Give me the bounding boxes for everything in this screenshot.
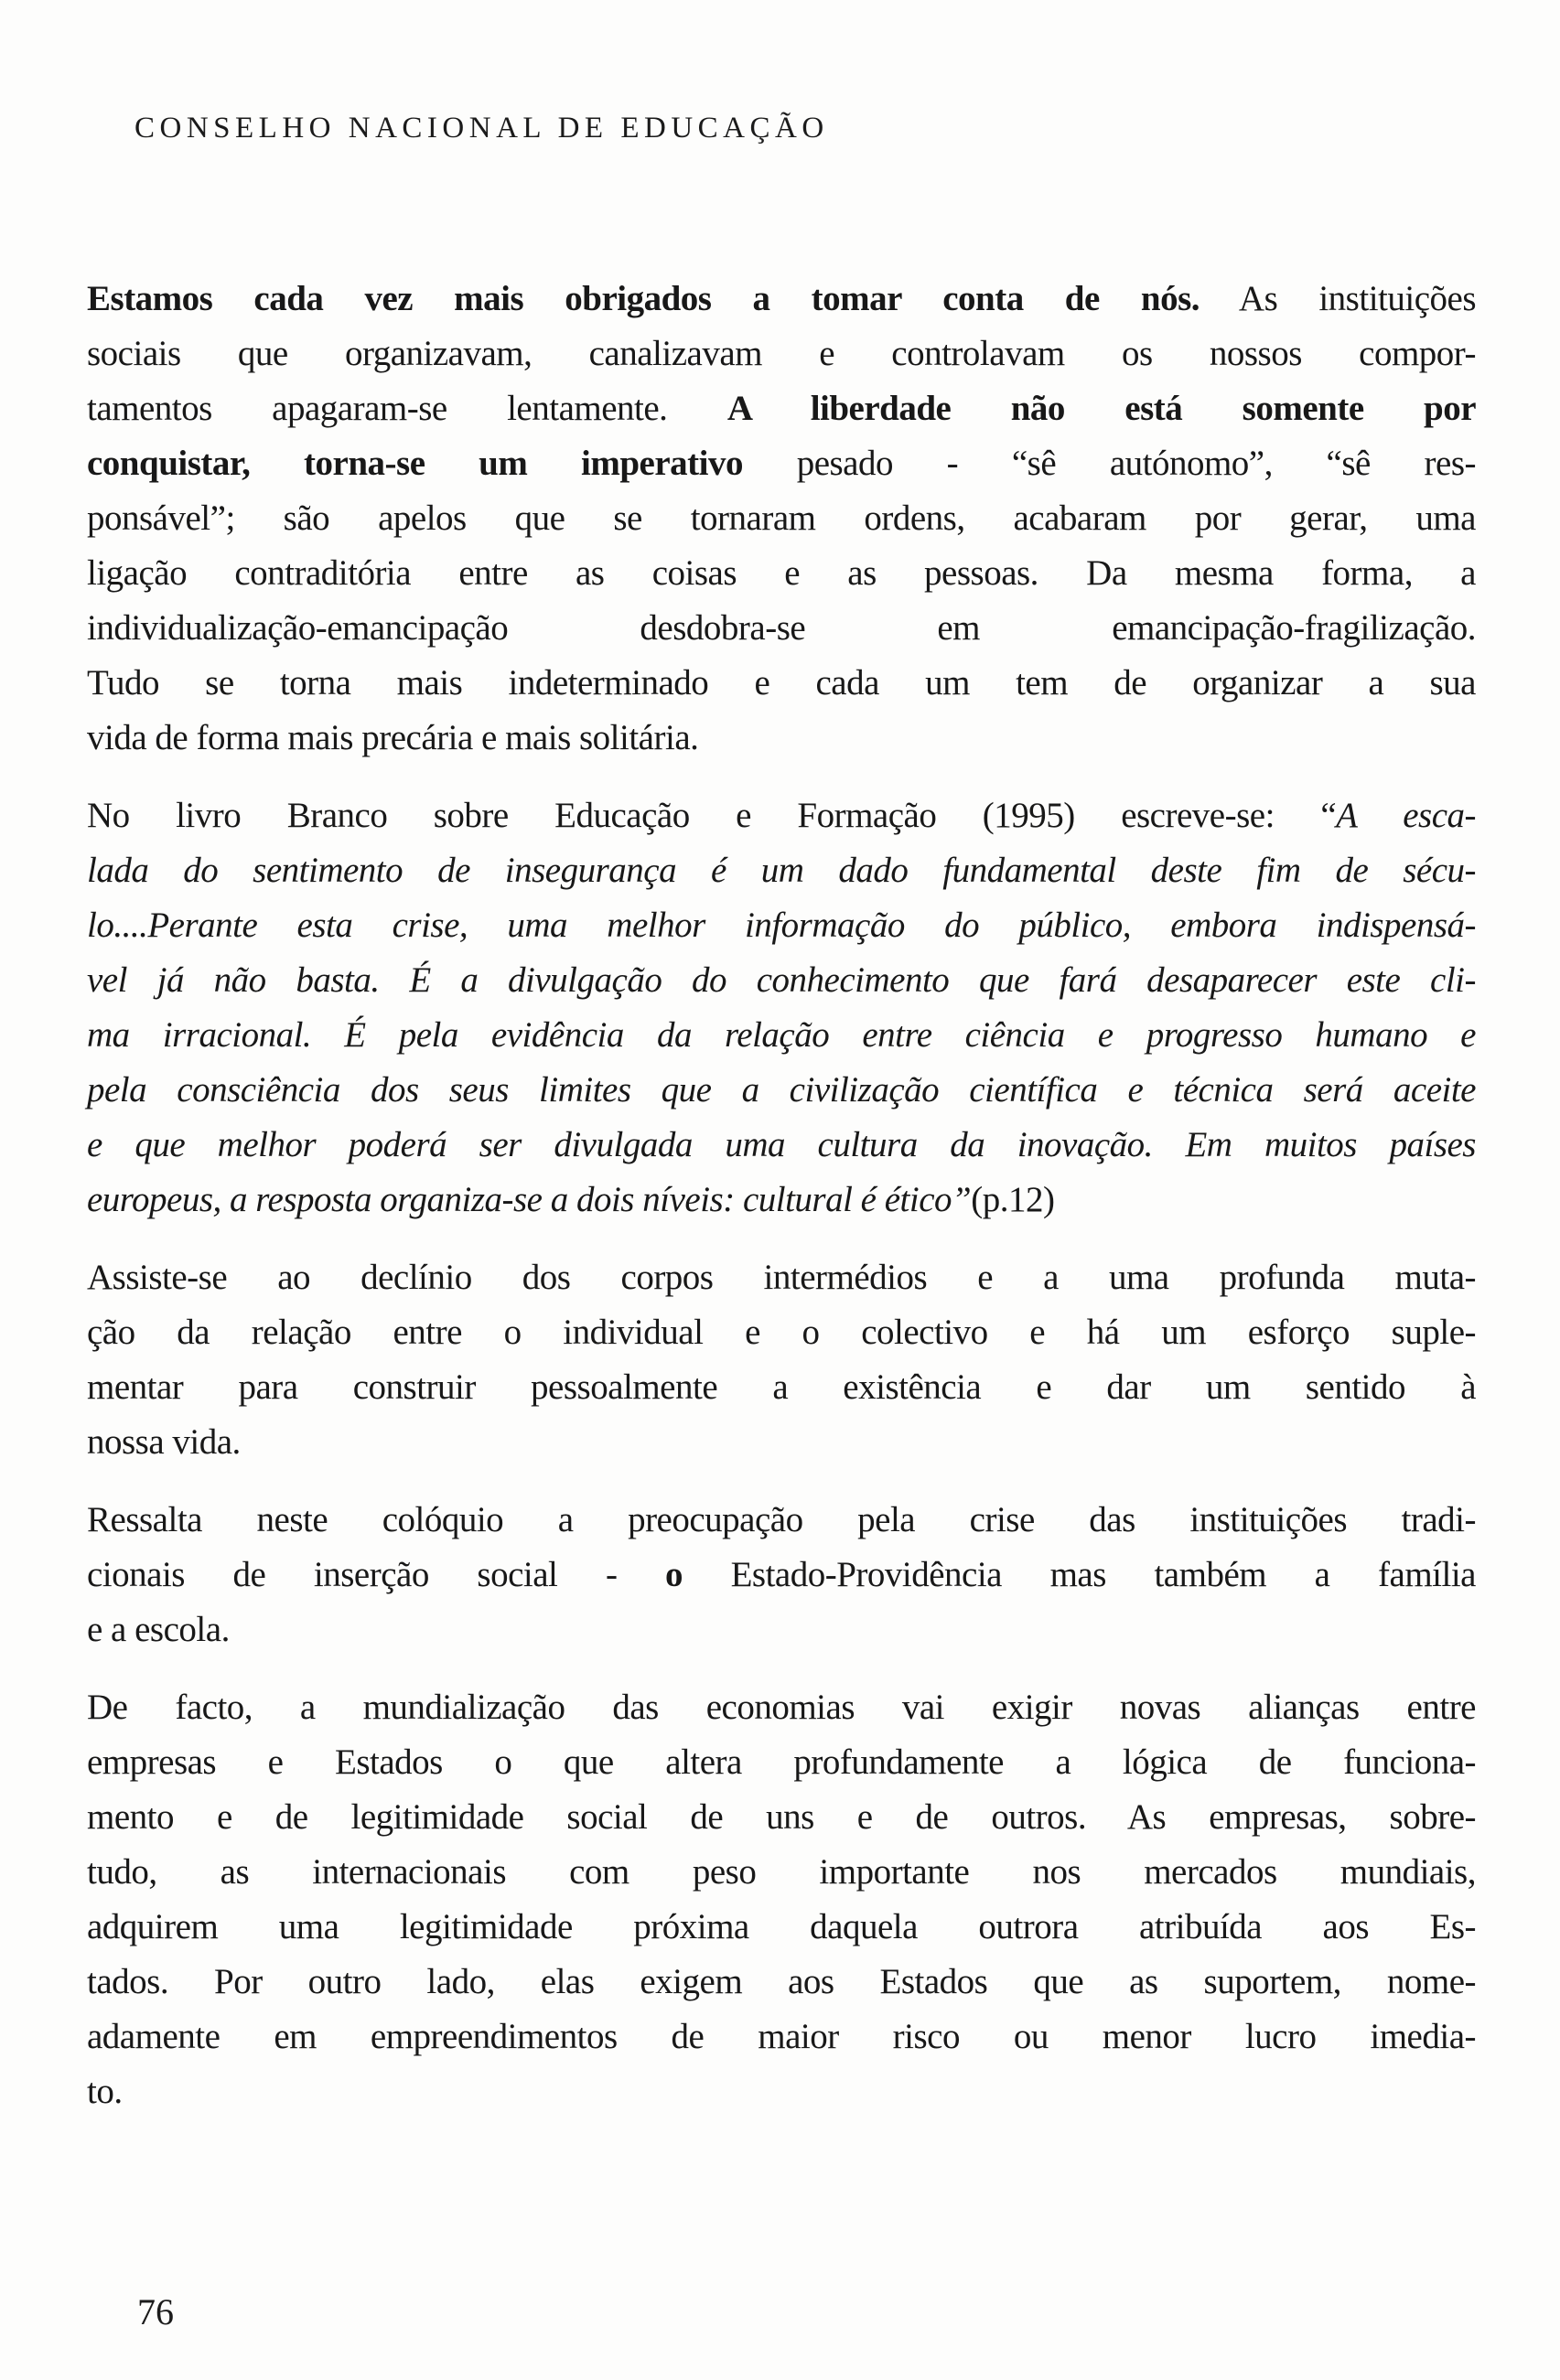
text-segment: pesado - “sê autónomo”, “sê res- [796, 444, 1476, 483]
text-segment: Tudo se torna mais indeterminado e cada um tem de organizar a sua [87, 663, 1476, 702]
text-segment: tudo, as internacionais com peso importante nos mercados mundiais, [87, 1852, 1476, 1892]
text-line [87, 2010, 1476, 2064]
text-line [87, 1735, 1476, 1790]
text-segment: mento e de legitimidade social de uns e de outros. As empresas, sobre- [87, 1797, 1476, 1837]
text-line [87, 711, 1476, 766]
text-segment: lada do sentimento de insegurança é um dado fundamental deste fim de sécu- [87, 851, 1476, 890]
text-segment: tados. Por outro lado, elas exigem aos Estados que as suportem, nome- [87, 1962, 1476, 2001]
text-line [87, 1603, 1476, 1657]
text-line [87, 656, 1476, 711]
text-line [87, 601, 1476, 656]
running-header [134, 108, 829, 148]
text-line [87, 2064, 1476, 2119]
text-segment: conquistar, torna-se um imperativo [87, 444, 797, 483]
paragraph [87, 272, 1476, 766]
text-segment: adquirem uma legitimidade próxima daquela outrora atribuída aos Es- [87, 1907, 1476, 1946]
text-segment: vida de forma mais precária e mais solitária. [87, 718, 699, 757]
text-segment: Estado-Providência mas também a família [683, 1555, 1476, 1594]
paragraph [87, 1250, 1476, 1470]
text-segment: De facto, a mundialização das economias vai exigir novas alianças entre [87, 1688, 1476, 1727]
text-line [87, 1493, 1476, 1548]
text-segment: e que melhor poderá ser divulgada uma cultura da inovação. Em muitos países [87, 1125, 1476, 1164]
text-segment: (p.12) [971, 1180, 1055, 1219]
text-segment: A esca- [1336, 796, 1476, 835]
text-segment: to. [87, 2072, 123, 2111]
text-line [87, 491, 1476, 546]
text-line [87, 1900, 1476, 1955]
text-segment: europeus, a resposta organiza-se a dois níveis: cultural é ético” [87, 1180, 972, 1219]
text-segment: vel já não basta. É a divulgação do conhecimento que fará desaparecer este cli- [87, 960, 1476, 1000]
text-line [87, 1790, 1476, 1845]
text-line [87, 1008, 1476, 1063]
text-line [87, 1680, 1476, 1735]
text-segment: cionais de inserção social - [87, 1555, 666, 1594]
text-segment: empresas e Estados o que altera profundamente a lógica de funciona- [87, 1742, 1476, 1782]
text-segment: Assiste-se ao declínio dos corpos intermédios e a uma profunda muta- [87, 1258, 1476, 1297]
text-line [87, 546, 1476, 601]
text-segment: ligação contraditória entre as coisas e as pessoas. Da mesma forma, a [87, 553, 1476, 593]
text-line [87, 1250, 1476, 1305]
paragraph [87, 1493, 1476, 1657]
text-segment: ma irracional. É pela evidência da relação entre ciência e progresso humano e [87, 1015, 1476, 1055]
text-line [87, 1415, 1476, 1470]
paragraph [87, 1680, 1476, 2119]
text-line [87, 1955, 1476, 2010]
text-line [87, 327, 1476, 381]
text-segment: sociais que organizavam, canalizavam e controlavam os nossos compor- [87, 334, 1476, 373]
text-line [87, 272, 1476, 327]
text-segment: Estamos cada vez mais obrigados a tomar conta de nós. [87, 279, 1200, 318]
text-segment: A liberdade não está somente por [726, 389, 1476, 428]
text-segment: o [665, 1555, 683, 1594]
text-line [87, 1360, 1476, 1415]
page-number: 76 [137, 2291, 174, 2332]
text-line [87, 1548, 1476, 1603]
text-line [87, 898, 1476, 953]
text-line [87, 843, 1476, 898]
text-segment: tamentos apagaram-se lentamente. [87, 389, 727, 428]
text-segment: Ressalta neste colóquio a preocupação pela crise das instituições tradi- [87, 1500, 1476, 1539]
text-line [87, 1305, 1476, 1360]
text-segment: individualização-emancipação desdobra-se em emancipação-fragilização. [87, 608, 1476, 648]
text-segment: No livro Branco sobre Educação e Formação (1995) escreve-se: “ [87, 796, 1337, 835]
text-line [87, 1173, 1476, 1228]
text-segment: adamente em empreendimentos de maior risco ou menor lucro imedia- [87, 2017, 1476, 2056]
text-line [87, 1063, 1476, 1118]
text-line [87, 1845, 1476, 1900]
header-title: CONSELHO NACIONAL DE EDUCAÇÃO [134, 112, 829, 145]
text-line [87, 953, 1476, 1008]
text-segment: ponsável”; são apelos que se tornaram ordens, acabaram por gerar, uma [87, 499, 1476, 538]
text-line [87, 381, 1476, 436]
text-segment: mentar para construir pessoalmente a existência e dar um sentido à [87, 1367, 1476, 1407]
text-line [87, 788, 1476, 843]
paragraph [87, 788, 1476, 1228]
body-text [87, 272, 1476, 2119]
text-segment: e a escola. [87, 1610, 230, 1649]
text-segment: pela consciência dos seus limites que a civilização científica e técnica será aceite [87, 1070, 1476, 1110]
text-segment: lo....Perante esta crise, uma melhor informação do público, embora indispensá- [87, 906, 1476, 945]
text-segment: nossa vida. [87, 1422, 241, 1462]
text-line [87, 436, 1476, 491]
text-line [87, 1118, 1476, 1173]
text-segment: ção da relação entre o individual e o colectivo e há um esforço suple- [87, 1313, 1476, 1352]
text-segment: As instituições [1200, 279, 1477, 318]
